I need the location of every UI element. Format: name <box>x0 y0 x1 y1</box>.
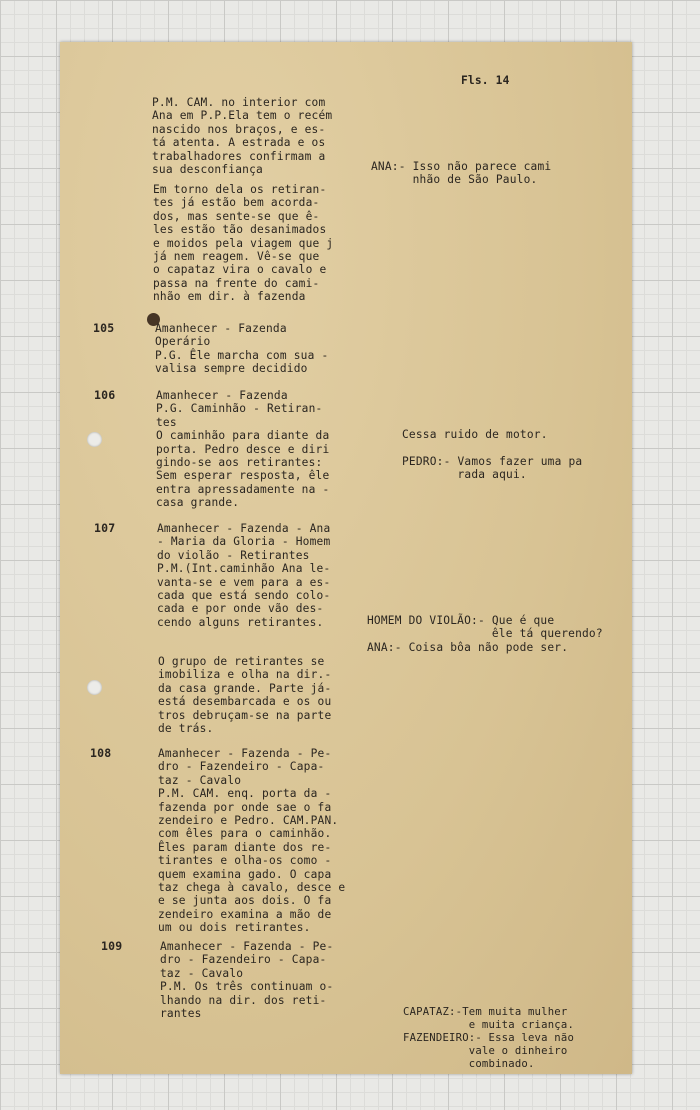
line: vanta-se e vem para a es- <box>157 575 331 589</box>
line: gindo-se aos retirantes: <box>156 456 323 470</box>
line: imobiliza e olha na dir.- <box>158 668 332 682</box>
line: O grupo de retirantes se <box>158 655 325 668</box>
line: O caminhão para diante da <box>156 429 330 443</box>
line: rada aqui. <box>402 468 527 482</box>
punch-hole-upper <box>87 432 102 447</box>
line: PEDRO:- Vamos fazer uma pa <box>402 455 583 468</box>
dialogue-pedro <box>402 455 582 482</box>
line: Êles param diante dos re- <box>158 840 332 854</box>
line: tá atenta. A estrada e os <box>152 136 326 150</box>
line: Sem esperar resposta, êle <box>156 469 330 483</box>
scene-block-106-text <box>156 389 329 510</box>
line: trabalhadores confirmam a <box>152 149 326 163</box>
line: um ou dois retirantes. <box>158 921 311 935</box>
line: quem examina gado. O capa <box>158 867 332 881</box>
line: com êles para o caminhão. <box>158 827 332 841</box>
dialogue-homem-ana <box>367 614 603 654</box>
line: nhão em dir. à fazenda <box>153 290 306 304</box>
line: Operário <box>155 335 211 349</box>
dialogue-ana-1 <box>371 160 551 187</box>
line: dro - Fazendeiro - Capa- <box>160 953 327 967</box>
line: valisa sempre decidido <box>155 362 308 376</box>
line: tros debruçam-se na parte <box>158 708 332 722</box>
line: P.G. Êle marcha com sua - <box>155 348 329 362</box>
line: P.G. Caminhão - Retiran- <box>156 402 323 416</box>
line: e muita criança. <box>403 1019 575 1031</box>
line: Amanhecer - Fazenda <box>155 322 287 335</box>
line: lhando na dir. dos reti- <box>160 993 327 1007</box>
scene-block-intro-text <box>152 96 332 176</box>
line: dro - Fazendeiro - Capa- <box>158 760 325 774</box>
line: taz - Cavalo <box>160 966 244 980</box>
line: P.M.(Int.caminhão Ana le- <box>157 562 331 576</box>
scene-number-108: 108 <box>90 746 112 760</box>
line: combinado. <box>403 1058 535 1070</box>
scene-number-106: 106 <box>94 388 116 402</box>
script-page <box>60 42 632 1074</box>
line: está desembarcada e os ou <box>158 695 332 709</box>
line: taz - Cavalo <box>158 773 242 787</box>
line: o capataz vira o cavalo e <box>153 263 327 277</box>
scene-block-retirantes-text <box>153 183 333 304</box>
line: cada e por onde vão des- <box>157 602 324 616</box>
line: e moidos pela viagem que j <box>153 236 334 250</box>
line: Amanhecer - Fazenda - Ana <box>157 522 331 535</box>
line: do violão - Retirantes <box>157 548 310 562</box>
line: cendo alguns retirantes. <box>157 615 324 629</box>
scene-number-105: 105 <box>93 321 115 335</box>
dialogue-capataz-fazendeiro <box>403 1006 574 1071</box>
line: entra apressadamente na - <box>156 482 330 496</box>
line: rantes <box>160 1007 202 1021</box>
line: FAZENDEIRO:- Essa leva não <box>403 1032 575 1044</box>
line: P.M. Os três continuam o- <box>160 980 334 994</box>
scene-block-109-text <box>160 940 333 1020</box>
line: passa na frente do cami- <box>153 276 320 290</box>
line: P.M. CAM. enq. porta da - <box>158 787 332 801</box>
scene-block-108-text <box>158 747 345 935</box>
line: da casa grande. Parte já- <box>158 681 332 695</box>
line: e se junta aos dois. O fa <box>158 894 332 908</box>
line: Ana em P.P.Ela tem o recém <box>152 109 333 123</box>
line: ANA:- Isso não parece cami <box>371 160 552 173</box>
sound-cue-motor <box>402 428 548 441</box>
line: Amanhecer - Fazenda - Pe- <box>160 940 334 953</box>
line: zendeiro e Pedro. CAM.PAN. <box>158 814 339 828</box>
line: Em torno dela os retiran- <box>153 183 327 196</box>
line: casa grande. <box>156 496 240 510</box>
line: zendeiro examina a mão de <box>158 907 332 921</box>
line: vale o dinheiro <box>403 1045 568 1057</box>
line: P.M. CAM. no interior com <box>152 96 326 109</box>
line: les estão tão desanimados <box>153 223 327 237</box>
scene-number-109: 109 <box>101 939 123 953</box>
line: Amanhecer - Fazenda - Pe- <box>158 747 332 760</box>
line: porta. Pedro desce e diri <box>156 442 330 456</box>
line: - Maria da Gloria - Homem <box>157 535 331 549</box>
line: fazenda por onde sae o fa <box>158 800 332 814</box>
page-number: Fls. 14 <box>461 74 510 87</box>
line: HOMEM DO VIOLÃO:- Que é que <box>367 614 555 627</box>
scene-block-107-text <box>157 522 330 629</box>
line: cada que está sendo colo- <box>157 589 331 603</box>
scene-block-grupo-text <box>158 655 331 735</box>
line: êle tá querendo? <box>367 627 603 641</box>
line: CAPATAZ:-Tem muita mulher <box>403 1006 568 1018</box>
line: tirantes e olha-os como - <box>158 854 332 868</box>
line: nascido nos braços, e es- <box>152 122 326 136</box>
scene-block-105-text <box>155 322 328 376</box>
line: dos, mas sente-se que ê- <box>153 209 320 223</box>
line: taz chega à cavalo, desce e <box>158 881 346 895</box>
line: Amanhecer - Fazenda <box>156 389 288 402</box>
line: já nem reagem. Vê-se que <box>153 250 320 264</box>
line: sua desconfiança <box>152 163 263 177</box>
line: de trás. <box>158 722 214 736</box>
punch-hole-lower <box>87 680 102 695</box>
line: nhão de São Paulo. <box>371 173 538 187</box>
line: Cessa ruido de motor. <box>402 428 548 441</box>
line: ANA:- Coisa bôa não pode ser. <box>367 640 569 654</box>
scene-number-107: 107 <box>94 521 116 535</box>
line: tes já estão bem acorda- <box>153 196 320 210</box>
line: tes <box>156 415 177 429</box>
